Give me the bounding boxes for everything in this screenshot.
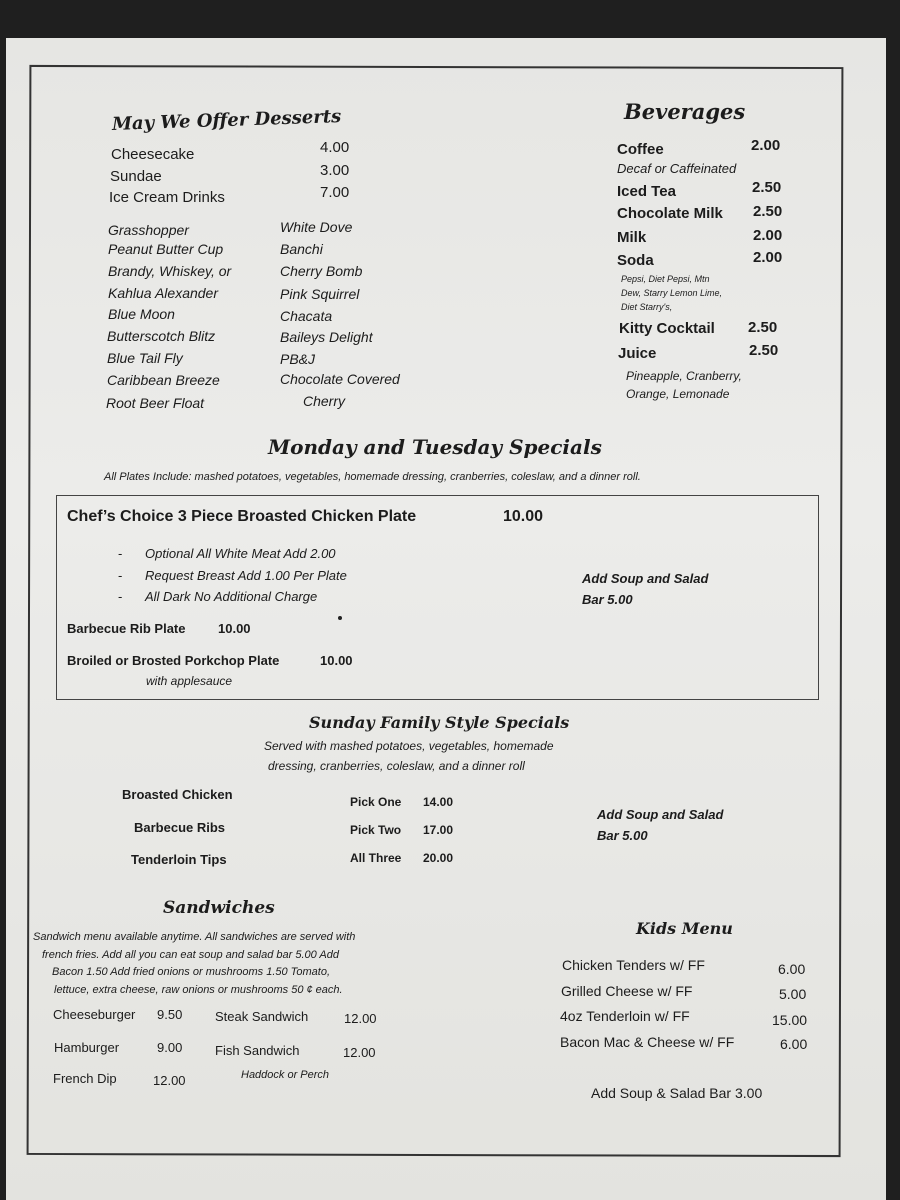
desserts-heading: May We Offer Desserts bbox=[111, 106, 342, 135]
beverage-price: 2.50 bbox=[753, 203, 783, 220]
ice-cream-drink: Blue Moon bbox=[108, 306, 175, 322]
kids-item: 4oz Tenderloin w/ FF bbox=[560, 1008, 690, 1024]
sandwich-price: 12.00 bbox=[344, 1011, 377, 1026]
ice-cream-drink: Grasshopper bbox=[108, 222, 189, 238]
ice-cream-drink: PB&J bbox=[280, 351, 316, 367]
soda-note: Pepsi, Diet Pepsi, Mtn bbox=[621, 274, 710, 284]
kids-item: Bacon Mac & Cheese w/ FF bbox=[560, 1034, 735, 1050]
chef-choice-option: Request Breast Add 1.00 Per Plate bbox=[145, 568, 347, 583]
chef-choice-option: All Dark No Additional Charge bbox=[145, 589, 318, 604]
ice-cream-drink: Peanut Butter Cup bbox=[108, 241, 224, 257]
chef-choice-option: Optional All White Meat Add 2.00 bbox=[145, 546, 336, 561]
ice-cream-drink: Cherry bbox=[303, 393, 346, 409]
sunday-addon: Add Soup and Salad bbox=[597, 807, 724, 822]
sandwich-name: Hamburger bbox=[54, 1040, 120, 1055]
kids-item: Chicken Tenders w/ FF bbox=[562, 957, 705, 973]
dessert-price: 4.00 bbox=[320, 139, 350, 156]
porkchop-plate-name: Broiled or Brosted Porkchop Plate bbox=[67, 653, 280, 668]
beverage-name: Iced Tea bbox=[617, 183, 676, 200]
weekday-addon: Bar 5.00 bbox=[582, 592, 633, 607]
chef-choice-price: 10.00 bbox=[503, 508, 544, 525]
dessert-name: Ice Cream Drinks bbox=[109, 189, 225, 206]
beverage-name: Soda bbox=[617, 252, 654, 269]
ice-cream-drink: Butterscotch Blitz bbox=[107, 328, 216, 344]
weekday-includes: All Plates Include: mashed potatoes, vegetables, homemade dressing, cranberries, coleslaw, and a dinner roll. bbox=[104, 471, 641, 483]
rib-plate-price: 10.00 bbox=[218, 621, 251, 636]
fish-note: Haddock or Perch bbox=[241, 1069, 330, 1081]
sunday-desc: dressing, cranberries, coleslaw, and a dinner roll bbox=[268, 759, 525, 773]
beverage-price: 2.00 bbox=[751, 137, 781, 154]
beverage-name: Milk bbox=[617, 229, 647, 246]
sunday-item: Tenderloin Tips bbox=[131, 852, 227, 867]
kids-item: Grilled Cheese w/ FF bbox=[561, 983, 693, 999]
chef-choice-name: Chef’s Choice 3 Piece Broasted Chicken Plate bbox=[67, 508, 417, 525]
pick-price: 17.00 bbox=[423, 823, 454, 837]
beverage-price: 2.50 bbox=[748, 319, 778, 336]
beverage-price: 2.50 bbox=[749, 342, 779, 359]
sandwich-price: 9.00 bbox=[157, 1040, 183, 1055]
pick-label: Pick Two bbox=[350, 823, 402, 837]
kids-price: 6.00 bbox=[780, 1036, 808, 1052]
sandwich-desc: french fries. Add all you can eat soup and salad bar 5.00 Add bbox=[42, 949, 339, 961]
kids-price: 5.00 bbox=[779, 986, 807, 1002]
dessert-name: Cheesecake bbox=[111, 146, 195, 163]
ice-cream-drink: Caribbean Breeze bbox=[107, 372, 220, 388]
dessert-price: 3.00 bbox=[320, 162, 350, 179]
beverage-name: Juice bbox=[618, 345, 657, 362]
sunday-specials-heading: Sunday Family Style Specials bbox=[309, 713, 570, 732]
ice-cream-drink: Baileys Delight bbox=[280, 329, 373, 345]
paper-speck bbox=[338, 616, 342, 620]
ice-cream-drink: Brandy, Whiskey, or bbox=[108, 263, 232, 279]
sandwich-name: Fish Sandwich bbox=[215, 1043, 300, 1058]
porkchop-note: with applesauce bbox=[146, 674, 233, 688]
option-dash: - bbox=[118, 546, 123, 561]
sandwich-desc: lettuce, extra cheese, raw onions or mushrooms 50 ¢ each. bbox=[54, 984, 343, 996]
weekday-specials-heading: Monday and Tuesday Specials bbox=[268, 435, 602, 459]
ice-cream-drink: Blue Tail Fly bbox=[107, 350, 183, 366]
sandwich-desc: Sandwich menu available anytime. All sandwiches are served with bbox=[33, 931, 356, 943]
kids-addon: Add Soup & Salad Bar 3.00 bbox=[591, 1085, 763, 1101]
ice-cream-drink: Banchi bbox=[280, 241, 323, 257]
sandwich-name: Steak Sandwich bbox=[215, 1009, 309, 1024]
rib-plate-name: Barbecue Rib Plate bbox=[67, 621, 186, 636]
beverage-name: Kitty Cocktail bbox=[619, 320, 715, 337]
option-dash: - bbox=[118, 568, 123, 583]
sandwich-price: 12.00 bbox=[153, 1073, 186, 1088]
beverage-price: 2.00 bbox=[753, 227, 783, 244]
ice-cream-drink: Chocolate Covered bbox=[280, 371, 400, 387]
sandwich-desc: Bacon 1.50 Add fried onions or mushrooms 1.50 Tomato, bbox=[52, 966, 331, 978]
ice-cream-drink: Pink Squirrel bbox=[280, 286, 360, 302]
beverage-price: 2.50 bbox=[752, 179, 782, 196]
kids-price: 15.00 bbox=[772, 1012, 808, 1028]
dessert-name: Sundae bbox=[110, 168, 162, 185]
kids-price: 6.00 bbox=[778, 961, 806, 977]
beverage-price: 2.00 bbox=[753, 249, 783, 266]
sandwiches-heading: Sandwiches bbox=[163, 898, 275, 918]
sunday-addon: Bar 5.00 bbox=[597, 828, 648, 843]
kids-heading: Kids Menu bbox=[636, 919, 733, 938]
option-dash: - bbox=[118, 589, 123, 604]
sandwich-name: French Dip bbox=[53, 1071, 117, 1086]
pick-label: Pick One bbox=[350, 795, 402, 809]
ice-cream-drink: Root Beer Float bbox=[106, 395, 205, 411]
beverage-note: Decaf or Caffeinated bbox=[617, 161, 737, 176]
beverages-heading: Beverages bbox=[624, 99, 746, 124]
ice-cream-drink: Chacata bbox=[280, 308, 333, 324]
sandwich-price: 9.50 bbox=[157, 1007, 183, 1022]
juice-note: Pineapple, Cranberry, bbox=[626, 369, 742, 383]
dessert-price: 7.00 bbox=[320, 184, 350, 201]
sunday-desc: Served with mashed potatoes, vegetables, homemade bbox=[264, 739, 554, 753]
soda-note: Dew, Starry Lemon Lime, bbox=[621, 288, 723, 298]
pick-price: 20.00 bbox=[423, 851, 454, 865]
sandwich-price: 12.00 bbox=[343, 1045, 376, 1060]
ice-cream-drink: Kahlua Alexander bbox=[108, 285, 219, 301]
pick-price: 14.00 bbox=[423, 795, 454, 809]
ice-cream-drink: White Dove bbox=[280, 219, 353, 235]
sunday-item: Barbecue Ribs bbox=[134, 820, 226, 835]
sunday-item: Broasted Chicken bbox=[122, 787, 233, 802]
juice-note: Orange, Lemonade bbox=[626, 387, 730, 401]
pick-label: All Three bbox=[350, 851, 402, 865]
beverage-name: Coffee bbox=[617, 141, 664, 158]
ice-cream-drink: Cherry Bomb bbox=[280, 263, 363, 279]
weekday-addon: Add Soup and Salad bbox=[582, 571, 709, 586]
sandwich-name: Cheeseburger bbox=[53, 1007, 136, 1022]
beverage-name: Chocolate Milk bbox=[617, 205, 723, 222]
porkchop-plate-price: 10.00 bbox=[320, 653, 353, 668]
soda-note: Diet Starry's, bbox=[621, 302, 673, 312]
